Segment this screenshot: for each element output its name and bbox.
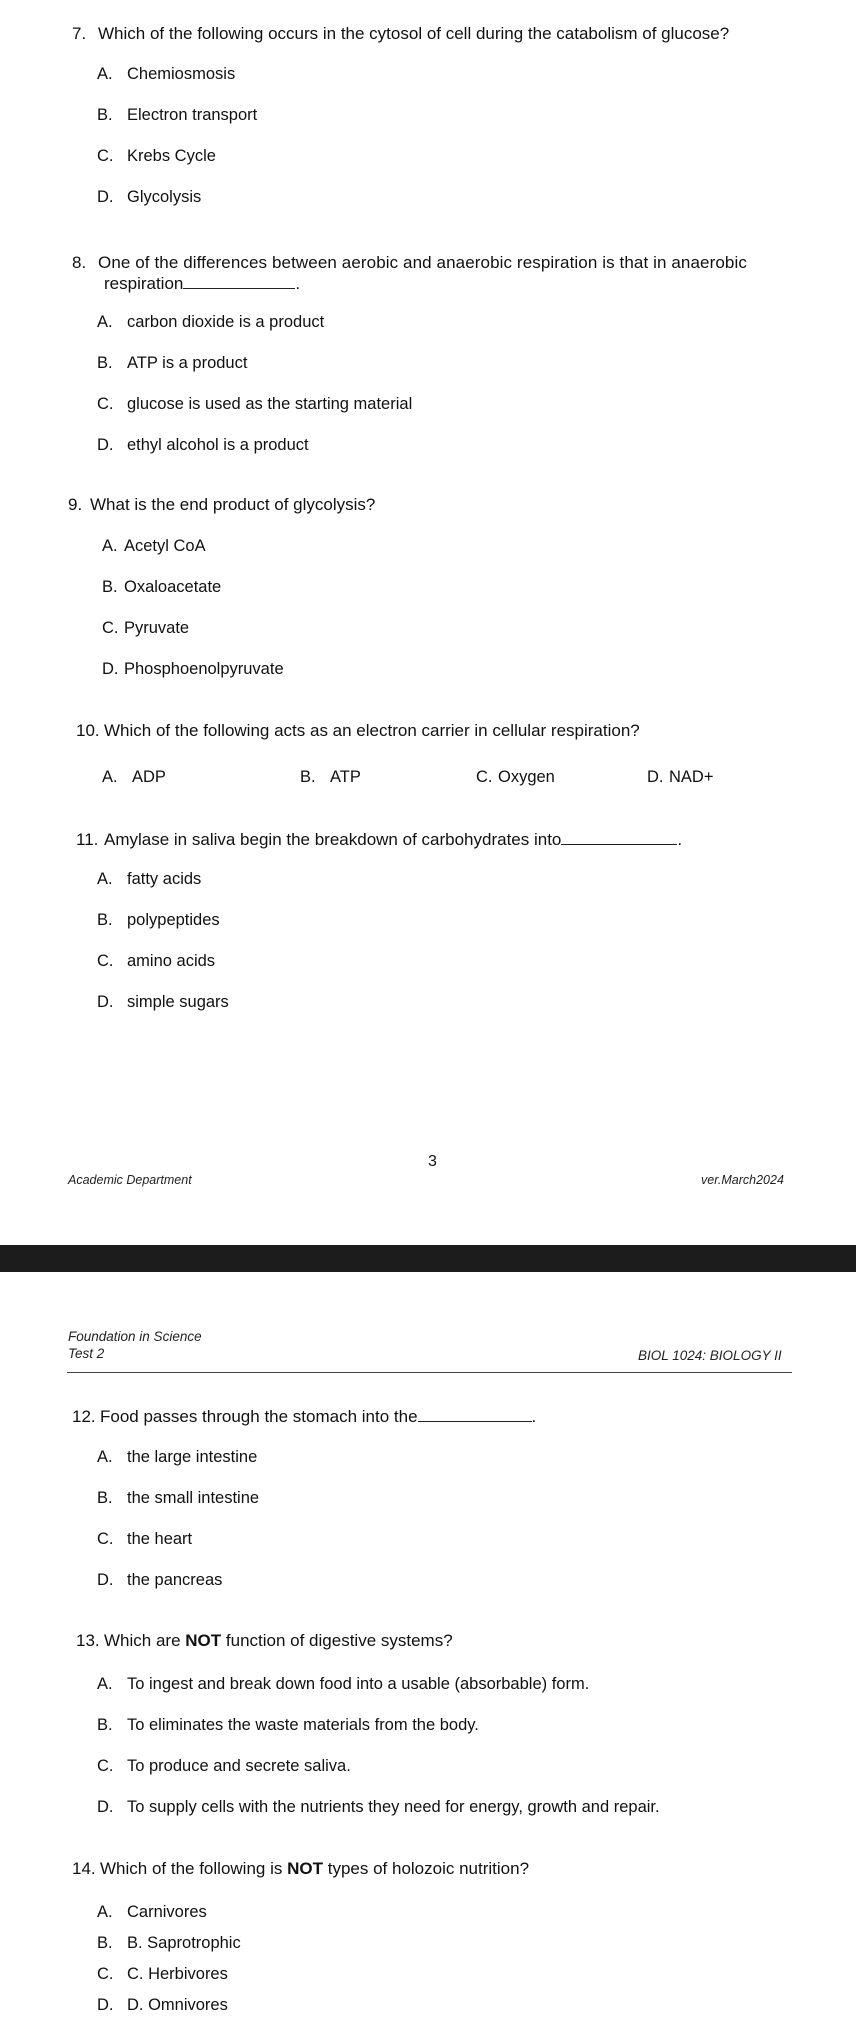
question-text: Which of the following occurs in the cytosol of cell during the catabolism of glucose? xyxy=(98,24,730,43)
answer-blank[interactable] xyxy=(561,828,677,845)
option-a[interactable]: A. Chemiosmosis xyxy=(97,65,236,83)
question-number: 9. xyxy=(68,495,83,514)
question-11: 11. Amylase in saliva begin the breakdown of carbohydrates into . xyxy=(76,830,683,849)
question-text: Food passes through the stomach into the xyxy=(100,1407,418,1426)
option-a[interactable]: A. carbon dioxide is a product xyxy=(97,313,325,331)
option-d[interactable]: D. Phosphoenolpyruvate xyxy=(102,660,284,678)
question-number: 12. xyxy=(72,1407,96,1426)
page-number: 3 xyxy=(428,1153,437,1170)
question-text: Which of the following acts as an electron carrier in cellular respiration? xyxy=(104,721,640,740)
option-d[interactable]: D. NAD+ xyxy=(647,768,714,786)
question-text-line2: respiration xyxy=(104,274,184,293)
question-8 xyxy=(72,252,747,273)
option-a[interactable]: A. Acetyl CoA xyxy=(102,537,206,555)
option-c[interactable]: C. Pyruvate xyxy=(102,619,190,637)
option-a[interactable]: A. ADP xyxy=(102,768,166,786)
option-d[interactable]: D. D. Omnivores xyxy=(97,1996,228,2014)
footer-right: ver.March2024 xyxy=(701,1173,784,1187)
option-b[interactable]: B. polypeptides xyxy=(97,911,220,929)
answer-blank[interactable] xyxy=(183,272,295,289)
page-4 xyxy=(0,1272,856,2040)
option-b[interactable]: B. To eliminates the waste materials from the body. xyxy=(97,1716,479,1734)
option-d[interactable]: D. the pancreas xyxy=(97,1571,223,1589)
header-code: BIOL 1024: BIOLOGY II xyxy=(638,1348,782,1363)
option-d[interactable]: D. Glycolysis xyxy=(97,188,202,206)
option-a[interactable]: A. To ingest and break down food into a usable (absorbable) form. xyxy=(97,1675,590,1693)
option-b[interactable]: B. B. Saprotrophic xyxy=(97,1934,241,1952)
header-test: Test 2 xyxy=(68,1346,105,1361)
option-c[interactable]: C. glucose is used as the starting material xyxy=(97,395,413,413)
option-b[interactable]: B. the small intestine xyxy=(97,1489,260,1507)
option-a[interactable]: A. the large intestine xyxy=(97,1448,258,1466)
emphasis-not: NOT xyxy=(287,1859,323,1878)
question-13: 13. Which are NOT function of digestive systems? xyxy=(76,1631,453,1650)
option-b[interactable]: B. ATP is a product xyxy=(97,354,248,372)
option-c[interactable]: C. To produce and secrete saliva. xyxy=(97,1757,351,1775)
page-divider xyxy=(0,1245,856,1272)
question-number: 10. xyxy=(76,721,100,740)
question-number: 14. xyxy=(72,1859,96,1878)
option-b[interactable]: B. Oxaloacetate xyxy=(102,578,222,596)
footer-left: Academic Department xyxy=(68,1173,192,1187)
option-a[interactable]: A. Carnivores xyxy=(97,1903,207,1921)
question-text-line1: One of the differences between aerobic and anaerobic respiration is that in anaerobic xyxy=(98,253,747,272)
option-c[interactable]: C. Krebs Cycle xyxy=(97,147,216,165)
question-14: 14. Which of the following is NOT types of holozoic nutrition? xyxy=(72,1859,530,1878)
option-c[interactable]: C. Oxygen xyxy=(476,768,555,786)
option-b[interactable]: B. ATP xyxy=(300,768,361,786)
question-number: 11. xyxy=(76,830,99,849)
option-b[interactable]: B. Electron transport xyxy=(97,106,258,124)
option-d[interactable]: D. ethyl alcohol is a product xyxy=(97,436,309,454)
question-10 xyxy=(76,720,640,741)
question-number: 7. xyxy=(72,24,87,43)
question-number: 8. xyxy=(72,253,87,272)
question-8-line2: respiration . xyxy=(104,274,301,293)
question-text: What is the end product of glycolysis? xyxy=(90,495,376,514)
option-d[interactable]: D. simple sugars xyxy=(97,993,229,1011)
option-d[interactable]: D. To supply cells with the nutrients they need for energy, growth and repair. xyxy=(97,1798,660,1816)
option-c[interactable]: C. the heart xyxy=(97,1530,193,1548)
question-9 xyxy=(68,494,375,515)
header-rule xyxy=(67,1372,792,1373)
question-number: 13. xyxy=(76,1631,100,1650)
option-c[interactable]: C. C. Herbivores xyxy=(97,1965,228,1983)
option-a[interactable]: A. fatty acids xyxy=(97,870,202,888)
question-text: Amylase in saliva begin the breakdown of carbohydrates into xyxy=(104,830,562,849)
question-12: 12. Food passes through the stomach into the . xyxy=(72,1407,537,1426)
emphasis-not: NOT xyxy=(185,1631,222,1650)
answer-blank[interactable] xyxy=(418,1405,532,1422)
option-c[interactable]: C. amino acids xyxy=(97,952,216,970)
header-course: Foundation in Science xyxy=(68,1329,202,1344)
question-7 xyxy=(72,23,729,44)
